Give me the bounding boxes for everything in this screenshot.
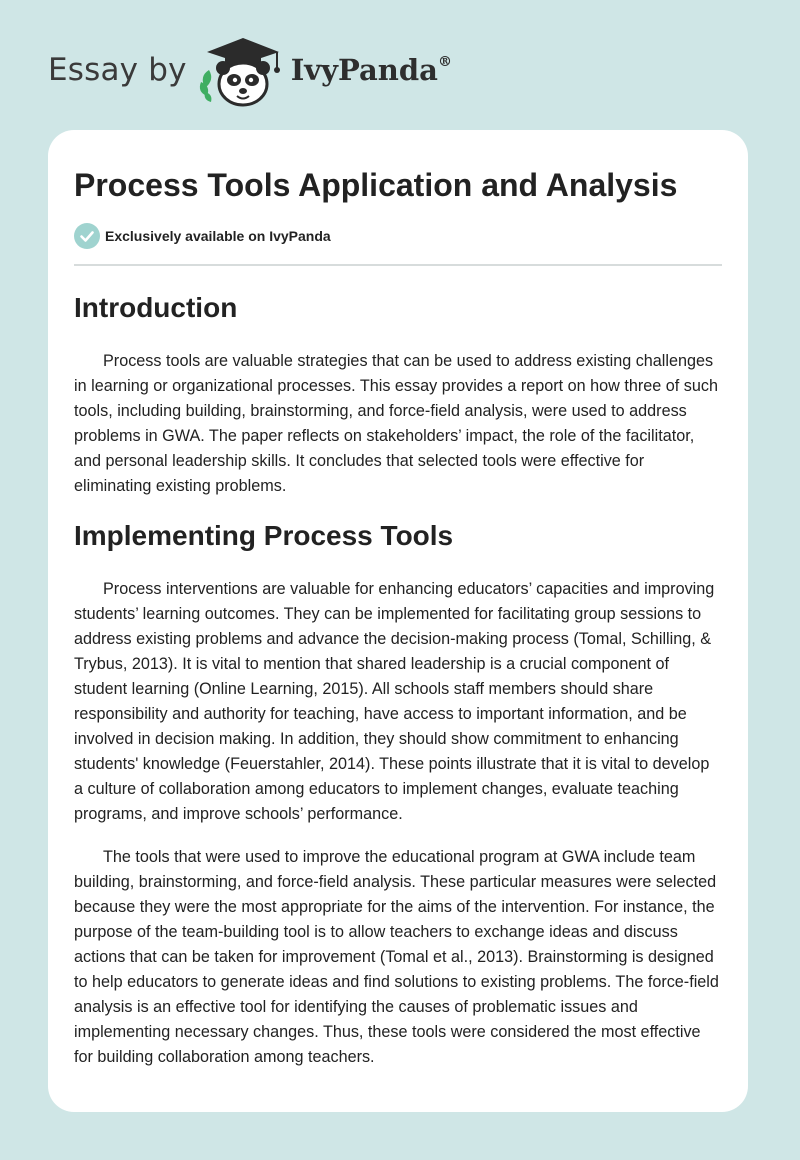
check-circle-icon <box>74 223 100 249</box>
section-heading-introduction: Introduction <box>74 292 238 323</box>
paragraph: Process interventions are valuable for enhancing educators’ capacities and improving students’ learning outcomes. They can be implemented for facilitating group sessions to address existing problems and advance the decision-making process (Tomal, Schilling, & Trybus, 2013). It is vital to mention that shared leadership is a crucial component of student learning (Online Learning, 2015). All schools staff members should share responsibility and authority for teaching, have access to important information, and be involved in decision making. In addition, they should show commitment to enhancing students' knowledge (Feuerstahler, 2014). These points illustrate that it is vital to develop a culture of collaboration among educators to implement changes, evaluate teaching programs, and improve schools’ performance. <box>74 579 715 824</box>
paragraph: Process tools are valuable strategies that can be used to address existing challenges in learning or organizational processes. This essay provides a report on how three of such tools, including building, brainstorming, and force-field analysis, were used to address problems in GWA. The paper reflects on stakeholders’ impact, the role of the facilitator, and personal leadership skills. It concludes that selected tools were effective for eliminating existing problems. <box>74 352 718 496</box>
essay-card <box>48 130 748 1112</box>
divider <box>74 264 722 266</box>
section-heading-implementing: Implementing Process Tools <box>74 519 454 551</box>
badge-label: Exclusively available on IvyPanda <box>105 228 331 244</box>
exclusive-badge <box>74 222 722 250</box>
panda-graduate-icon[interactable] <box>197 30 289 110</box>
brand-name[interactable]: IvyPanda® <box>290 53 452 87</box>
registered-mark: ® <box>437 54 452 70</box>
essay-by-label: Essay by <box>48 52 187 88</box>
paragraph: The tools that were used to improve the educational program at GWA include team building, brainstorming, and force-field analysis. These particular measures were selected because they were the most appropriate for the aims of the intervention. For instance, the purpose of the team-building tool is to allow teachers to exchange ideas and discuss actions that can be taken for improvement (Tomal et al., 2013). Brainstorming is designed to help educators to generate ideas and find solutions to existing problems. The force-field analysis is an effective tool for identifying the causes of problematic issues and implementing necessary changes. Thus, these tools were considered the most effective for building collaboration among teachers. <box>74 847 719 1067</box>
site-header <box>48 30 452 110</box>
page-title: Process Tools Application and Analysis <box>74 167 678 203</box>
